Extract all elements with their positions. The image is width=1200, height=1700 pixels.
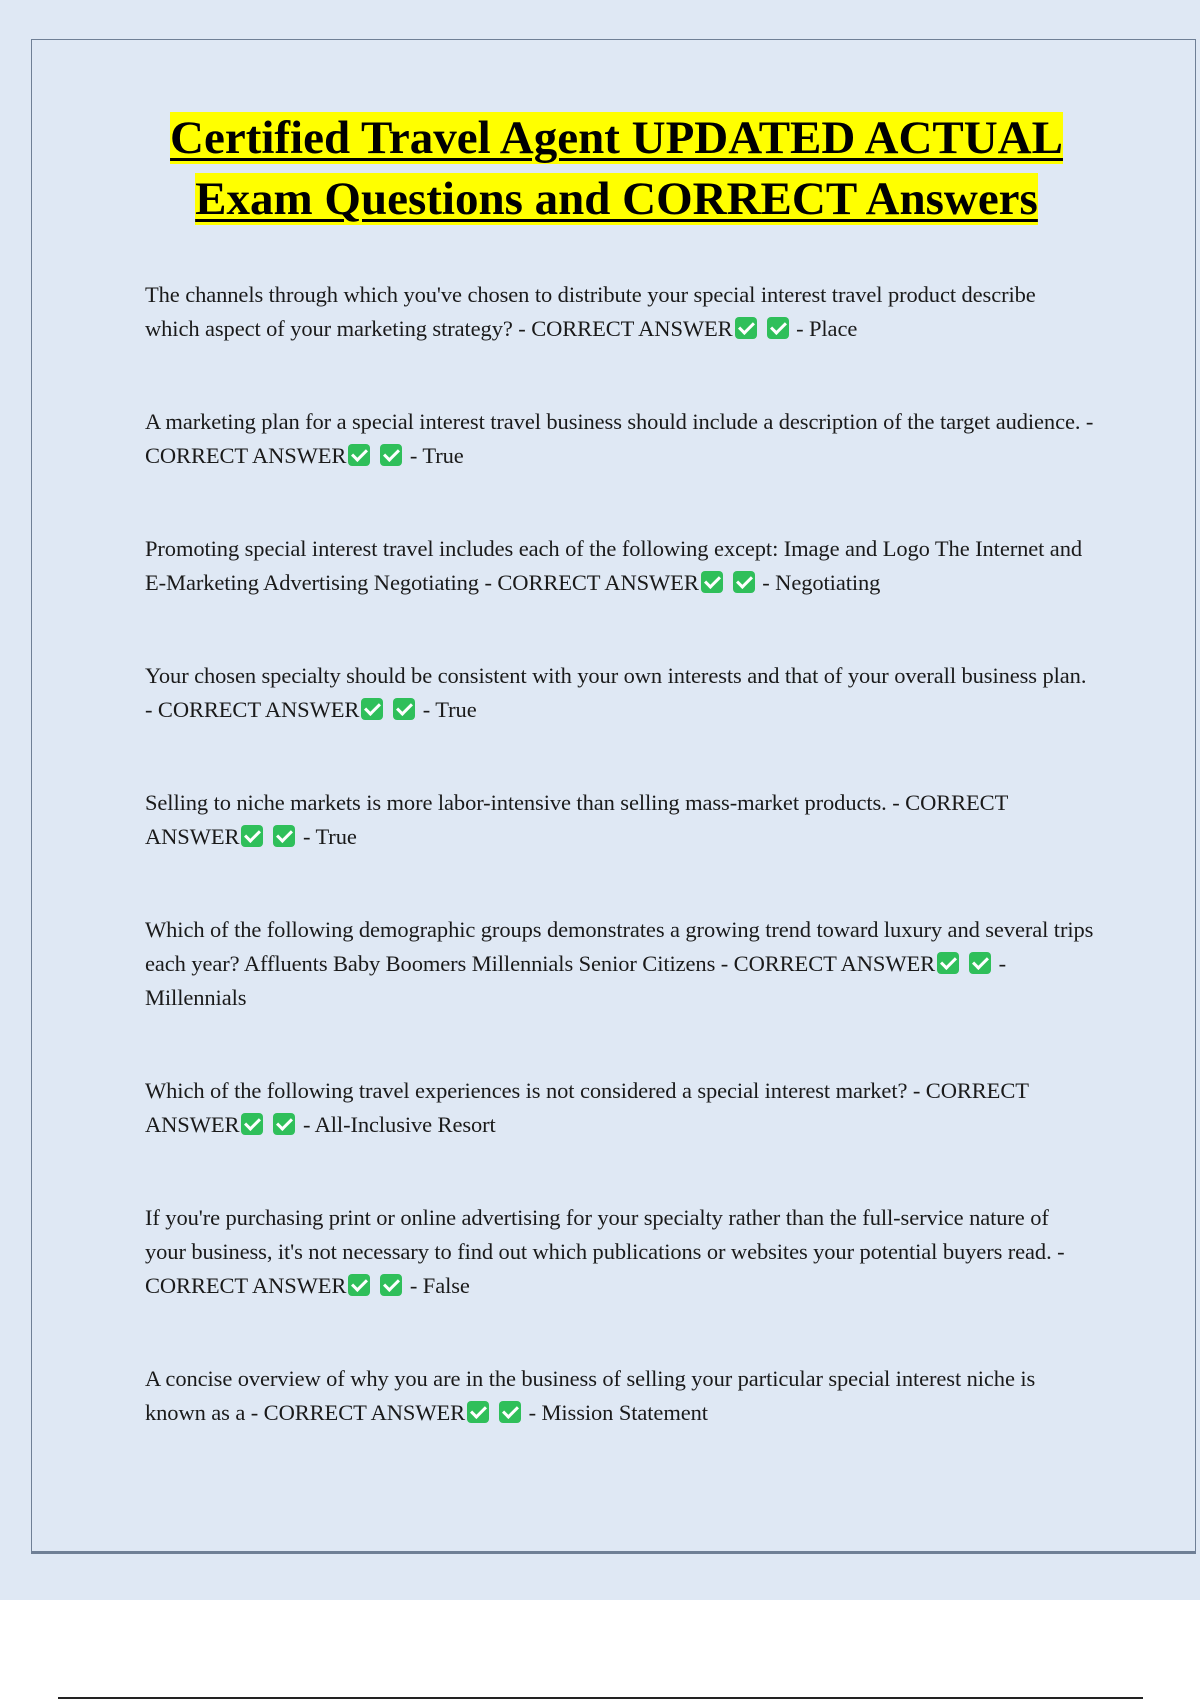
question-answer-item [145, 1362, 1095, 1430]
correct-answer-marker: - CORRECT ANSWER [518, 316, 733, 341]
question-answer-list [145, 278, 1095, 1489]
check-mark-icon [499, 1401, 521, 1423]
check-mark-icon [937, 952, 959, 974]
question-answer-item [145, 405, 1095, 473]
check-mark-icon [393, 698, 415, 720]
question-answer-item [145, 913, 1095, 1015]
correct-answer-marker: - CORRECT ANSWER [145, 697, 360, 722]
answer-text: - Mission Statement [528, 1400, 708, 1425]
check-mark-icon [467, 1401, 489, 1423]
question-text: A concise overview of why you are in the business of selling your particular special interest niche is known as a [145, 1366, 1036, 1425]
document-title-line-2: Exam Questions and CORRECT Answers [195, 173, 1038, 225]
question-text: Promoting special interest travel includes each of the following except: Image and Logo The Internet and E-Marketing Advertising Negotiating [145, 536, 1082, 595]
check-mark-icon [733, 571, 755, 593]
question-answer-item [145, 1074, 1095, 1142]
answer-text: - True [302, 824, 357, 849]
question-text: Selling to niche markets is more labor-intensive than selling mass-market products. [145, 790, 887, 815]
check-mark-icon [969, 952, 991, 974]
answer-text: - True [422, 697, 477, 722]
question-answer-item [145, 278, 1095, 346]
answer-text: - All-Inclusive Resort [302, 1112, 496, 1137]
correct-answer-marker: - CORRECT ANSWER [250, 1400, 466, 1425]
question-answer-item [145, 786, 1095, 854]
check-mark-icon [348, 444, 370, 466]
question-answer-item [145, 659, 1095, 727]
answer-text: - True [409, 443, 464, 468]
question-answer-item [145, 532, 1095, 600]
check-mark-icon [273, 825, 295, 847]
check-mark-icon [241, 825, 263, 847]
document-title [0, 108, 1200, 230]
question-text: If you're purchasing print or online advertising for your specialty rather than the full-service nature of your business, it's not necessary to find out which publications or websites your potential buyers read. [145, 1205, 1052, 1264]
answer-text: - Negotiating [762, 570, 881, 595]
answer-text: - Place [796, 316, 858, 341]
check-mark-icon [348, 1274, 370, 1296]
answer-text: - False [409, 1273, 470, 1298]
check-mark-icon [273, 1113, 295, 1135]
check-mark-icon [380, 1274, 402, 1296]
answer-text: - Millennials [145, 951, 1006, 1010]
correct-answer-marker: - CORRECT ANSWER [720, 951, 936, 976]
correct-answer-marker: - CORRECT ANSWER [145, 790, 1008, 849]
question-answer-item [145, 1201, 1095, 1303]
check-mark-icon [767, 317, 789, 339]
question-text: The channels through which you've chosen to distribute your special interest travel product describe which aspect of your marketing strategy? [145, 282, 1036, 341]
question-text: A marketing plan for a special interest travel business should include a description of the target audience. [145, 409, 1081, 434]
check-mark-icon [701, 571, 723, 593]
question-text: Which of the following travel experiences is not considered a special interest market? [145, 1078, 908, 1103]
correct-answer-marker: - CORRECT ANSWER [145, 1239, 1065, 1298]
footer-divider [58, 1697, 1143, 1699]
check-mark-icon [361, 698, 383, 720]
correct-answer-marker: - CORRECT ANSWER [145, 409, 1094, 468]
question-text: Your chosen specialty should be consistent with your own interests and that of your overall business plan. [145, 663, 1087, 688]
document-title-line-1: Certified Travel Agent UPDATED ACTUAL [170, 112, 1063, 164]
correct-answer-marker: - CORRECT ANSWER [145, 1078, 1029, 1137]
question-text: Which of the following demographic groups demonstrates a growing trend toward luxury and several trips each year? Affluents Baby Boomers Millennials Senior Citizens [145, 917, 1094, 976]
check-mark-icon [241, 1113, 263, 1135]
check-mark-icon [380, 444, 402, 466]
correct-answer-marker: - CORRECT ANSWER [484, 570, 699, 595]
check-mark-icon [735, 317, 757, 339]
